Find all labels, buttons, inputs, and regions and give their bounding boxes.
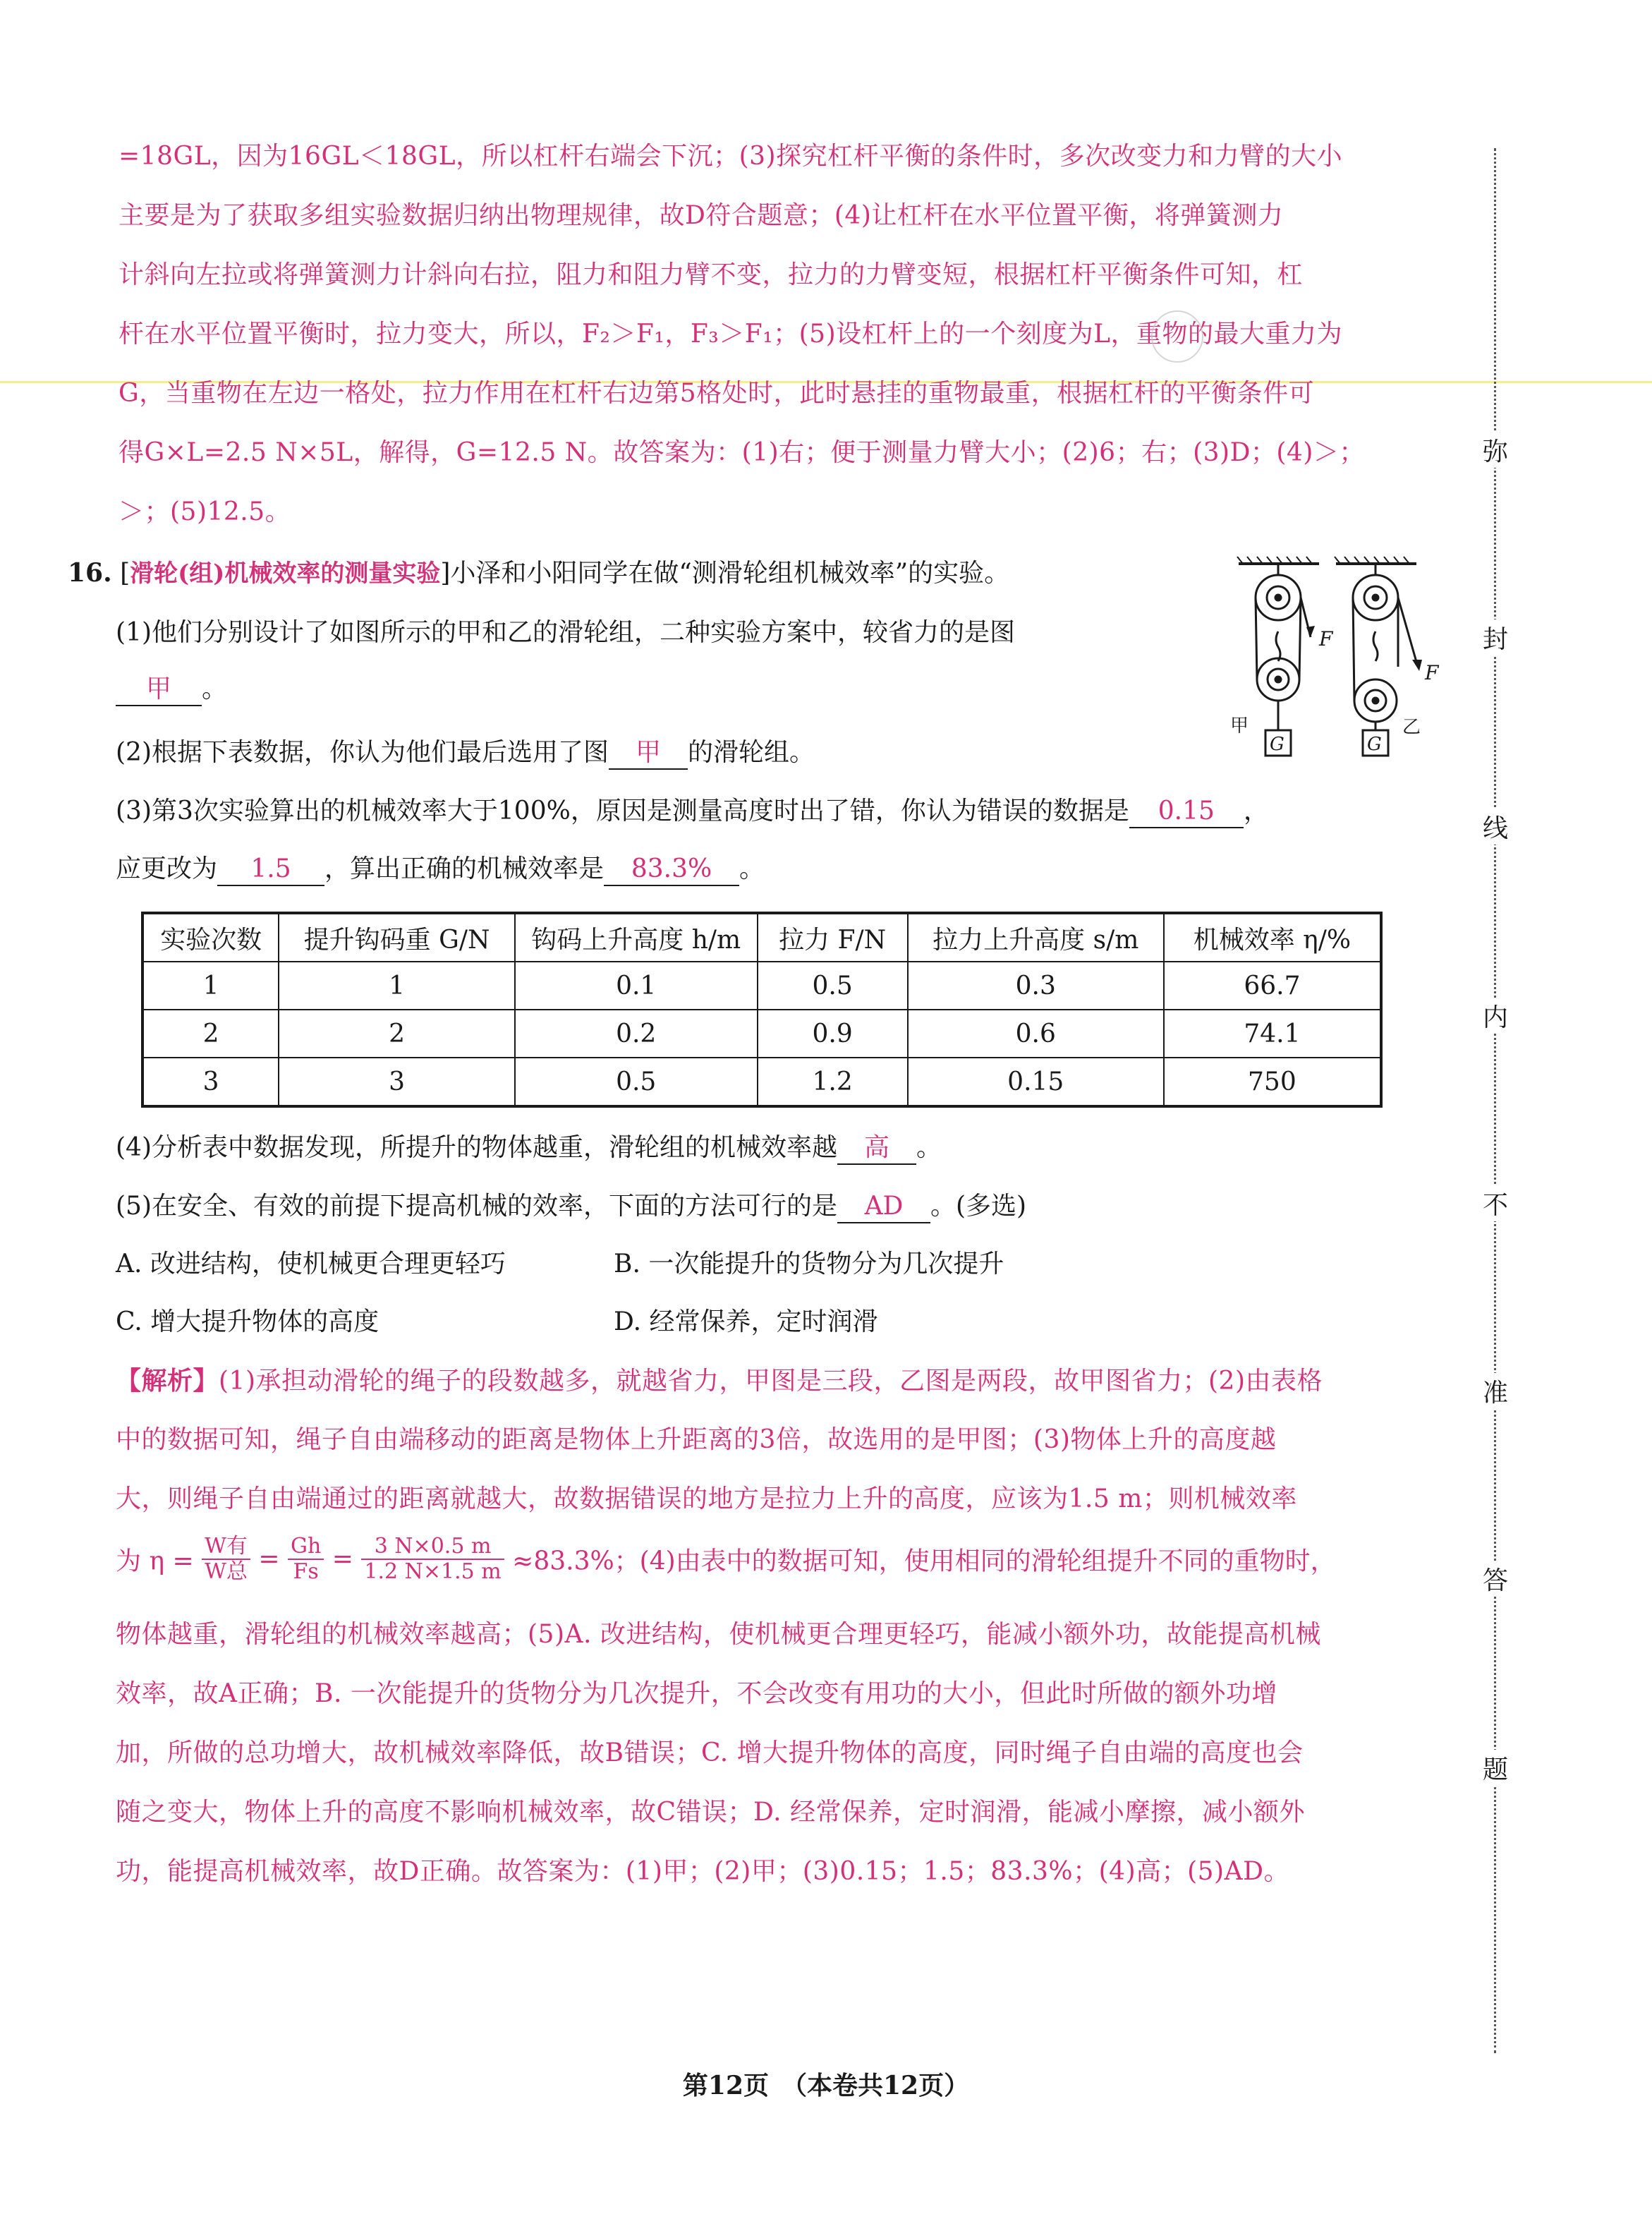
stamp-mark bbox=[1151, 310, 1203, 363]
table-cell: 750 bbox=[1164, 1058, 1381, 1106]
analysis-formula-line bbox=[116, 1535, 1336, 1584]
equals-sign: = bbox=[332, 1544, 353, 1574]
subq-2 bbox=[116, 737, 815, 770]
table-header: 提升钩码重 G/N bbox=[279, 913, 515, 962]
option-b: B. 一次能提升的货物分为几次提升 bbox=[614, 1250, 1004, 1278]
analysis-line: 加，所做的总功增大，故机械效率降低，故B错误；C. 增大提升物体的高度，同时绳子自由端的高度也会 bbox=[116, 1738, 1304, 1767]
analysis-line: 主要是为了获取多组实验数据归纳出物理规律，故D符合题意；(4)让杠杆在水平位置平衡，将弹簧测力 bbox=[119, 201, 1284, 230]
question-number: 16. bbox=[68, 558, 112, 588]
table-cell: 0.15 bbox=[908, 1058, 1164, 1106]
subq-4-text: (4)分析表中数据发现，所提升的物体越重，滑轮组的机械效率越 bbox=[116, 1133, 837, 1162]
seal-char: 封 bbox=[1481, 619, 1510, 655]
page-footer: 第12页 （本卷共12页） bbox=[682, 2071, 970, 2100]
subq-3-answer-3: 83.3% bbox=[604, 854, 739, 886]
weight-label-yi: G bbox=[1367, 734, 1382, 755]
subq-2-text: (2)根据下表数据，你认为他们最后选用了图 bbox=[116, 738, 609, 767]
pulley-figure bbox=[1213, 554, 1453, 780]
table-cell: 0.9 bbox=[758, 1010, 908, 1058]
analysis-line: 随之变大，物体上升的高度不影响机械效率，故C错误；D. 经常保养，定时润滑，能减小摩擦，减小额外 bbox=[116, 1798, 1306, 1827]
label-jia: 甲 bbox=[1230, 715, 1249, 737]
numerator: Gh bbox=[288, 1535, 324, 1560]
table-cell: 0.6 bbox=[908, 1010, 1164, 1058]
label-yi: 乙 bbox=[1402, 717, 1421, 738]
analysis-line: ＞；(5)12.5。 bbox=[119, 497, 291, 526]
table-header-row bbox=[142, 913, 1381, 962]
table-cell: 3 bbox=[279, 1058, 515, 1106]
fraction-efficiency bbox=[202, 1535, 250, 1584]
subq-2-answer: 甲 bbox=[609, 737, 688, 770]
table-row bbox=[142, 1010, 1381, 1058]
table-cell: 0.1 bbox=[515, 962, 758, 1010]
table-cell: 1.2 bbox=[758, 1058, 908, 1106]
table-cell: 0.3 bbox=[908, 962, 1164, 1010]
weight-label-jia: G bbox=[1270, 734, 1284, 755]
subq-1-text: (1)他们分别设计了如图所示的甲和乙的滑轮组，二种实验方案中，较省力的是图 bbox=[116, 618, 1015, 647]
table-cell: 2 bbox=[279, 1010, 515, 1058]
seal-char: 题 bbox=[1481, 1750, 1510, 1786]
subq-4-answer: 高 bbox=[837, 1132, 916, 1165]
analysis-line: G，当重物在左边一格处，拉力作用在杠杆右边第5格处时，此时悬挂的重物最重，根据杠杆的平衡条件可 bbox=[119, 379, 1315, 408]
subq-3-text-c: ，算出正确的机械效率是 bbox=[324, 854, 605, 883]
numerator: W有 bbox=[202, 1535, 250, 1560]
analysis-label: 【解析】 bbox=[116, 1366, 219, 1396]
table-header: 实验次数 bbox=[142, 913, 279, 962]
analysis-line bbox=[116, 1365, 1323, 1397]
subq-4 bbox=[116, 1132, 942, 1165]
question-intro: 小泽和小阳同学在做“测滑轮组机械效率”的实验。 bbox=[450, 559, 1010, 588]
subq-5-answer: AD bbox=[837, 1191, 930, 1223]
analysis-line: =18GL，因为16GL＜18GL，所以杠杆右端会下沉；(3)探究杠杆平衡的条件时，多次改变力和力臂的大小 bbox=[119, 142, 1343, 171]
table-cell: 0.5 bbox=[758, 962, 908, 1010]
analysis-line: 杆在水平位置平衡时，拉力变大，所以，F₂＞F₁，F₃＞F₁；(5)设杠杆上的一个刻度为L，重物的最大重力为 bbox=[119, 320, 1343, 349]
table-cell: 0.2 bbox=[515, 1010, 758, 1058]
denominator: W总 bbox=[205, 1559, 248, 1584]
analysis-line: 物体越重，滑轮组的机械效率越高；(5)A. 改进结构，使机械更合理更轻巧，能减小额外功，故能提高机械 bbox=[116, 1620, 1321, 1649]
analysis-text: (1)承担动滑轮的绳子的段数越多，就越省力，甲图是三段，乙图是两段，故甲图省力；(2)由表格 bbox=[219, 1367, 1323, 1396]
subq-3-line-1 bbox=[116, 796, 1269, 828]
table-header: 拉力上升高度 s/m bbox=[908, 913, 1164, 962]
seal-char: 线 bbox=[1481, 809, 1510, 845]
table-row bbox=[142, 962, 1381, 1010]
table-cell: 74.1 bbox=[1164, 1010, 1381, 1058]
option-c: C. 增大提升物体的高度 bbox=[116, 1307, 379, 1336]
analysis-line: 大，则绳子自由端通过的距离就越大，故数据错误的地方是拉力上升的高度，应该为1.5 m；则机械效率 bbox=[116, 1484, 1297, 1513]
subq-3-text: (3)第3次实验算出的机械效率大于100%，原因是测量高度时出了错，你认为错误的数据是 bbox=[116, 797, 1129, 825]
fraction-values bbox=[361, 1535, 504, 1584]
analysis-line: 得G×L=2.5 N×5L，解得，G=12.5 N。故答案为：(1)右；便于测量力臂大小；(2)6；右；(3)D；(4)＞； bbox=[119, 438, 1365, 467]
subq-3-answer-1: 0.15 bbox=[1129, 796, 1244, 828]
force-label-yi: F bbox=[1425, 661, 1439, 684]
subq-5-tail: 。(多选) bbox=[930, 1192, 1027, 1221]
table-header: 拉力 F/N bbox=[758, 913, 908, 962]
table-cell: 2 bbox=[142, 1010, 279, 1058]
table-cell: 0.5 bbox=[515, 1058, 758, 1106]
formula-prefix: 为 η = bbox=[116, 1547, 194, 1576]
numerator: 3 N×0.5 m bbox=[361, 1535, 504, 1560]
ceiling-yi bbox=[1335, 557, 1416, 564]
fraction-gh-fs bbox=[288, 1535, 324, 1584]
pulley-system-jia bbox=[1256, 564, 1311, 756]
seal-char: 弥 bbox=[1481, 432, 1510, 468]
table-cell: 1 bbox=[279, 962, 515, 1010]
subq-5-text: (5)在安全、有效的前提下提高机械的效率，下面的方法可行的是 bbox=[116, 1192, 837, 1221]
analysis-line: 计斜向左拉或将弹簧测力计斜向右拉，阻力和阻力臂不变，拉力的力臂变短，根据杠杆平衡条件可知，杠 bbox=[119, 260, 1304, 289]
punct: 。 bbox=[739, 854, 765, 883]
table-cell: 66.7 bbox=[1164, 962, 1381, 1010]
formula-suffix: ≈83.3%；(4)由表中的数据可知，使用相同的滑轮组提升不同的重物时， bbox=[512, 1547, 1336, 1576]
subq-1-answer-row bbox=[116, 674, 227, 706]
table-header: 机械效率 η/% bbox=[1164, 913, 1381, 962]
seal-char: 答 bbox=[1481, 1561, 1510, 1597]
seal-char: 准 bbox=[1481, 1373, 1510, 1409]
analysis-line: 功，能提高机械效率，故D正确。故答案为：(1)甲；(2)甲；(3)0.15；1.5；83.3%；(4)高；(5)AD。 bbox=[116, 1857, 1289, 1886]
subq-2-tail: 的滑轮组。 bbox=[688, 738, 815, 767]
question-tag: 滑轮(组)机械效率的测量实验 bbox=[130, 560, 441, 588]
denominator: 1.2 N×1.5 m bbox=[364, 1559, 502, 1584]
analysis-line: 效率，故A正确；B. 一次能提升的货物分为几次提升，不会改变有用功的大小，但此时所做的额外功增 bbox=[116, 1679, 1277, 1708]
analysis-line: 中的数据可知，绳子自由端移动的距离是物体上升距离的3倍，故选用的是甲图；(3)物体上升的高度越 bbox=[116, 1425, 1277, 1454]
punct: 。 bbox=[916, 1133, 942, 1162]
table-cell: 1 bbox=[142, 962, 279, 1010]
question-16-header: 16. [滑轮(组)机械效率的测量实验]小泽和小阳同学在做“测滑轮组机械效率”的实验。 bbox=[68, 558, 1010, 588]
force-label-jia: F bbox=[1319, 627, 1333, 651]
subq-5 bbox=[116, 1191, 1026, 1223]
denominator: Fs bbox=[293, 1559, 319, 1584]
seal-char: 不 bbox=[1481, 1185, 1510, 1221]
subq-3-answer-2: 1.5 bbox=[217, 854, 324, 886]
table-header: 钩码上升高度 h/m bbox=[515, 913, 758, 962]
option-d: D. 经常保养，定时润滑 bbox=[614, 1307, 878, 1336]
table-cell: 3 bbox=[142, 1058, 279, 1106]
experiment-table bbox=[141, 912, 1383, 1108]
table-row bbox=[142, 1058, 1381, 1106]
subq-3-text-b: 应更改为 bbox=[116, 854, 218, 883]
equals-sign: = bbox=[258, 1544, 280, 1574]
seal-char: 内 bbox=[1481, 998, 1510, 1034]
option-a: A. 改进结构，使机械更合理更轻巧 bbox=[116, 1250, 506, 1278]
subq-3-line-2 bbox=[116, 854, 765, 886]
punct: 。 bbox=[202, 675, 228, 703]
ceiling-jia bbox=[1237, 557, 1319, 564]
punct: ， bbox=[1243, 797, 1269, 825]
subq-1-answer: 甲 bbox=[116, 674, 202, 706]
